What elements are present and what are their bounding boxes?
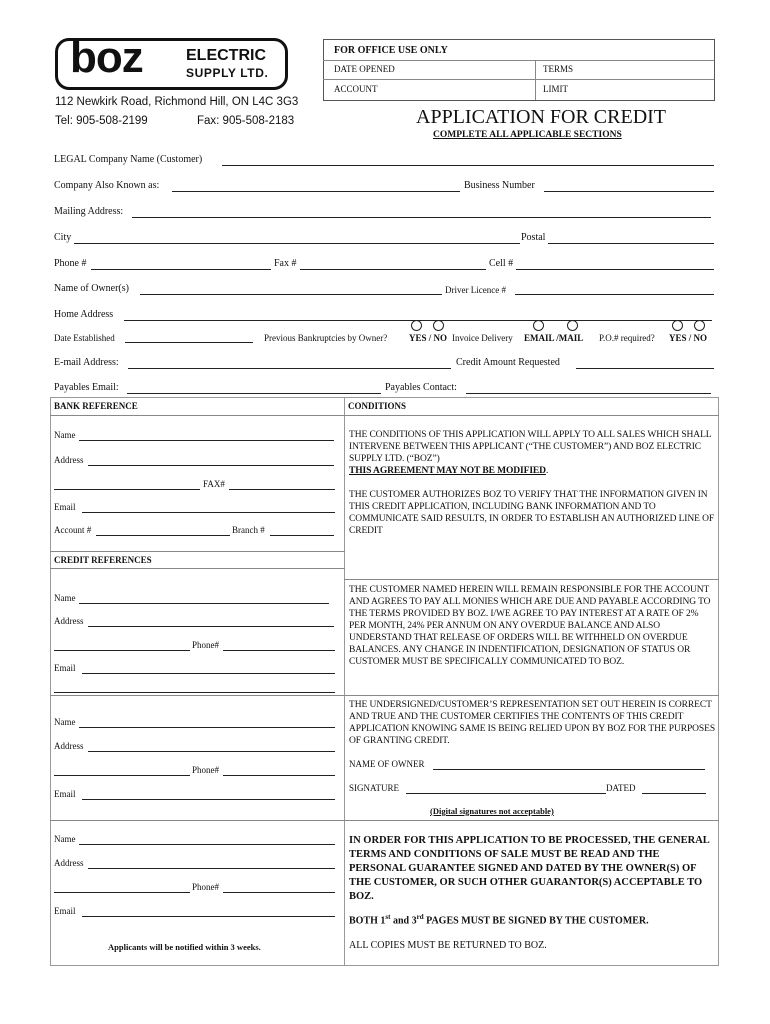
credit-references-heading: CREDIT REFERENCES [54,555,152,565]
bank-fax-label: FAX# [203,479,225,489]
digital-signatures-note: (Digital signatures not acceptable) [430,806,554,816]
ref3-address-input[interactable] [88,856,335,869]
email-address-input[interactable] [128,356,451,369]
ref2-phone-label: Phone# [192,765,219,775]
cell-label: Cell # [489,258,514,269]
ref3-name-input[interactable] [79,832,335,845]
logo-line-supply: SUPPLY LTD. [186,66,269,80]
bank-branch-label: Branch # [232,525,265,535]
bank-name-input[interactable] [79,428,334,441]
invoice-email-mail: EMAIL /MAIL [524,333,584,343]
date-established-label: Date Established [54,333,115,343]
dated-input[interactable] [642,781,706,794]
logo-wordmark: boz [70,33,143,82]
payables-email-label: Payables Email: [54,382,119,393]
fax-label: Fax # [274,258,297,269]
conditions-paragraph-2: THE CUSTOMER AUTHORIZES BOZ TO VERIFY THAT THE INFORMATION GIVEN IN THIS CREDIT APPLICATION, INCLUDING BANK INFORMATION AND TO COMMUNICATE SAID RESULTS, IN ORDER TO ESTABLISH AN AUTHORIZED LINE OF CREDIT [349,490,715,536]
signature-input[interactable] [406,781,606,794]
ref2-extra-input[interactable] [54,763,190,776]
payables-contact-input[interactable] [466,381,711,394]
payables-contact-label: Payables Contact: [385,382,457,393]
invoice-mail-radio[interactable] [567,320,578,331]
boz-logo [55,33,288,90]
ref2-phone-input[interactable] [223,763,335,776]
conditions-paragraph-1: THE CONDITIONS OF THIS APPLICATION WILL APPLY TO ALL SALES WHICH SHALL INTERVENE BETWEEN THIS APPLICANT (“THE CUSTOMER”) AND BOZ ELECTRIC SUPPLY LTD. (“BOZ”) THIS AGREEMENT MAY NOT BE MODIFIED. [349,430,712,476]
bankruptcy-no-radio[interactable] [433,320,444,331]
legal-name-input[interactable] [222,153,714,166]
po-no-radio[interactable] [694,320,705,331]
invoice-email-radio[interactable] [533,320,544,331]
company-address: 112 Newkirk Road, Richmond Hill, ON L4C 3G3 [55,96,299,108]
bank-address-label: Address [54,455,84,465]
bank-branch-input[interactable] [270,523,334,536]
bankruptcy-yes-radio[interactable] [411,320,422,331]
both-pages-sup-2: rd [416,913,424,921]
bank-name-label: Name [54,430,76,440]
licence-input[interactable] [515,282,714,295]
both-pages-sup-1: st [385,913,391,921]
mailing-address-input[interactable] [132,205,711,218]
conditions-paragraph-4: THE UNDERSIGNED/CUSTOMER’S REPRESENTATION SET OUT HEREIN IS CORRECT AND TRUE AND THE CUSTOMER CERTIFIES THE CONTENTS OF THIS CREDIT APPLICATION KNOWING SAME IS BEING RELIED UPON BY BOZ FOR THE PURPOSES OF GRANTING CREDIT. [349,700,715,746]
phone-label: Phone # [54,258,87,269]
ref1-name-input[interactable] [79,591,329,604]
bank-account-input[interactable] [96,523,230,536]
both-pages-part-c: PAGES MUST BE SIGNED BY THE CUSTOMER. [423,915,649,927]
mailing-address-label: Mailing Address: [54,206,124,217]
office-terms: TERMS [543,64,574,74]
fax-input[interactable] [300,257,486,270]
bank-address-input[interactable] [88,453,334,466]
po-yes-no: YES / NO [669,333,708,343]
city-label: City [54,232,72,243]
ref2-name-input[interactable] [79,715,335,728]
page-title: APPLICATION FOR CREDIT [416,106,667,128]
aka-label: Company Also Known as: [54,180,160,191]
ref3-name-label: Name [54,834,76,844]
ref2-email-label: Email [54,789,76,799]
company-fax: Fax: 905-508-2183 [197,115,295,127]
date-established-input[interactable] [125,330,253,343]
business-number-label: Business Number [464,180,535,191]
ref2-address-input[interactable] [88,739,335,752]
ref3-phone-label: Phone# [192,882,219,892]
home-address-input[interactable] [124,308,712,321]
dated-label: DATED [606,783,636,793]
bank-account-label: Account # [54,525,92,535]
page-subtitle: COMPLETE ALL APPLICABLE SECTIONS [433,130,622,140]
ref3-email-input[interactable] [82,904,335,917]
phone-input[interactable] [91,257,271,270]
office-use-title: FOR OFFICE USE ONLY [334,45,448,56]
bank-phone-input[interactable] [54,477,200,490]
bank-email-input[interactable] [82,500,335,513]
office-date-opened: DATE OPENED [334,64,395,74]
both-pages-signed [349,913,649,926]
name-of-owner-input[interactable] [433,757,705,770]
credit-amount-label: Credit Amount Requested [456,357,560,368]
ref1-address-label: Address [54,616,84,626]
bankruptcies-label: Previous Bankruptcies by Owner? [264,333,388,343]
name-of-owner-label: NAME OF OWNER [349,759,425,769]
ref3-phone-input[interactable] [223,880,335,893]
licence-label: Driver Licence # [445,285,506,295]
ref1-email-input[interactable] [82,661,335,674]
company-tel: Tel: 905-508-2199 [55,115,148,127]
conditions-paragraph-3: THE CUSTOMER NAMED HEREIN WILL REMAIN RESPONSIBLE FOR THE ACCOUNT AND AGREES TO PAY ALL MONIES WHICH ARE DUE AND PAYABLE ACCORDING TO THE TERMS PROVIDED BY BOZ. I/WE AGREE TO PAY INTEREST AT A RATE OF 2% PER MONTH, 24% PER ANNUM ON ANY OVERDUE BALANCE AND ALSO UNDERSTAND THAT RELEASE OF ORDERS WILL BE WITHHELD ON OVERDUE BALANCES. ANY CHANGE IN INDENTIFICATION, DESIGNATION OF STATUS OR CUSTOMER MUST BE SPECIFICALLY COMMUNICATED TO BOZ. [349,585,711,667]
ref3-email-label: Email [54,906,76,916]
legal-name-label: LEGAL Company Name (Customer) [54,154,203,165]
ref3-extra-input[interactable] [54,880,190,893]
signature-label: SIGNATURE [349,783,400,793]
po-required-label: P.O.# required? [599,333,655,343]
home-address-label: Home Address [54,309,114,320]
ref2-address-label: Address [54,741,84,751]
bankruptcy-yes-no: YES / NO [409,333,448,343]
logo-line-electric: ELECTRIC [186,47,266,64]
both-pages-part-a: BOTH 1 [349,915,386,927]
postal-input[interactable] [548,231,714,244]
bank-email-label: Email [54,502,76,512]
notified-note: Applicants will be notified within 3 weeks. [108,942,261,952]
all-copies-returned: ALL COPIES MUST BE RETURNED TO BOZ. [349,940,547,951]
both-pages-part-b: and 3 [390,915,417,927]
bank-fax-input[interactable] [229,477,335,490]
ref3-address-label: Address [54,858,84,868]
ref1-spare-line[interactable] [54,680,335,693]
conditions-p1-bold: THIS AGREEMENT MAY NOT BE MODIFIED [349,466,546,476]
aka-input[interactable] [172,179,460,192]
ref1-phone-input[interactable] [223,638,335,651]
office-account: ACCOUNT [334,84,378,94]
ref1-phone-label: Phone# [192,640,219,650]
ref2-name-label: Name [54,717,76,727]
bank-reference-heading: BANK REFERENCE [54,401,138,411]
owners-label: Name of Owner(s) [54,283,129,294]
office-limit: LIMIT [543,84,568,94]
ref2-email-input[interactable] [82,787,335,800]
cell-input[interactable] [516,257,714,270]
ref1-extra-input[interactable] [54,638,190,651]
ref1-address-input[interactable] [88,614,334,627]
conditions-p1-text: THE CONDITIONS OF THIS APPLICATION WILL APPLY TO ALL SALES WHICH SHALL INTERVENE BETWEEN THIS APPLICANT (“THE CUSTOMER”) AND BOZ ELECTRIC SUPPLY LTD. (“BOZ”) [349,430,712,464]
conditions-heading: CONDITIONS [348,401,407,411]
ref1-email-label: Email [54,663,76,673]
payables-email-input[interactable] [127,381,381,394]
city-input[interactable] [74,231,520,244]
ref1-name-label: Name [54,593,76,603]
business-number-input[interactable] [544,179,714,192]
email-address-label: E-mail Address: [54,357,119,368]
postal-label: Postal [521,232,546,243]
po-yes-radio[interactable] [672,320,683,331]
credit-amount-input[interactable] [576,356,714,369]
invoice-delivery-label: Invoice Delivery [452,333,513,343]
conditions-paragraph-5: IN ORDER FOR THIS APPLICATION TO BE PROCESSED, THE GENERAL TERMS AND CONDITIONS OF SALE MUST BE READ AND THE PERSONAL GUARANTEE SIGNED AND DATED BY THE OWNER(S) OF THE CUSTOMER, OR SUCH OTHER GUARANTOR(S) ACCEPTABLE TO BOZ. [349,835,710,902]
owners-input[interactable] [140,282,442,295]
